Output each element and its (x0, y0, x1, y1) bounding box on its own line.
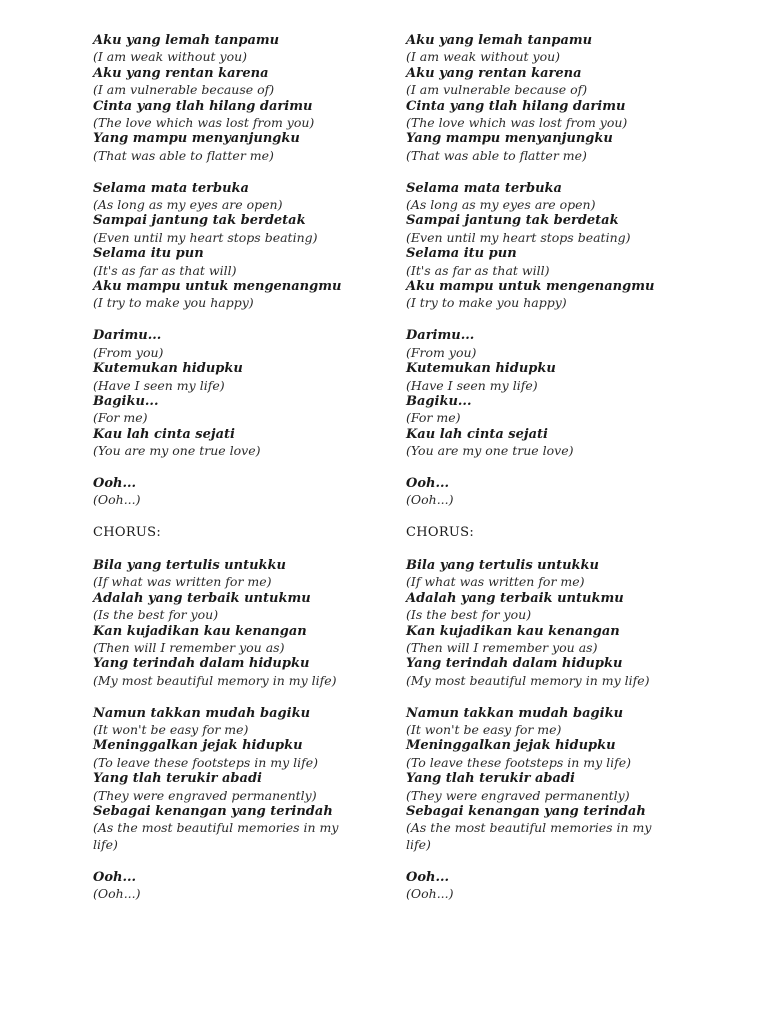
lyric-line-translation: (Ooh...) (93, 492, 141, 508)
lyric-line-original: Darimu... (406, 328, 475, 344)
lyric-line-translation: (I am weak without you) (406, 49, 561, 65)
lyrics-column-right (406, 33, 668, 902)
stanza (406, 525, 668, 541)
lyric-line-translation: (They were engraved permanently) (406, 787, 630, 803)
lyric-line-translation: (It's as far as that will) (93, 262, 237, 278)
stanza-gap (406, 689, 668, 705)
lyric-line-original: Ooh... (93, 869, 137, 885)
lyric-line-translation: (They were engraved permanently) (93, 787, 317, 803)
lyric-line-original: Selama mata terbuka (406, 180, 562, 196)
stanza-gap (93, 689, 355, 705)
lyric-line-translation: (Then will I remember you as) (406, 639, 598, 655)
lyric-line-original: Meninggalkan jejak hidupku (406, 738, 616, 754)
lyric-line-original: Adalah yang terbaik untukmu (93, 590, 311, 606)
lyric-line-translation: (Is the best for you) (93, 607, 219, 623)
lyric-line-original: Yang mampu menyanjungku (93, 131, 300, 147)
lyric-line-translation: (As long as my eyes are open) (406, 197, 596, 213)
lyric-line-original: Darimu... (93, 328, 162, 344)
lyric-line-translation: (If what was written for me) (93, 574, 272, 590)
stanza-gap (93, 509, 355, 525)
stanza (93, 33, 355, 164)
lyric-line-original: Selama itu pun (406, 246, 517, 262)
lyric-line-translation: (I am vulnerable because of) (93, 82, 275, 98)
section-heading: CHORUS: (93, 525, 162, 541)
lyric-line-translation: (Is the best for you) (406, 607, 532, 623)
stanza (93, 870, 355, 903)
stanza (93, 525, 355, 541)
lyric-line-original: Aku mampu untuk mengenangmu (406, 279, 655, 295)
stanza-gap (406, 312, 668, 328)
stanza (93, 181, 355, 312)
lyric-line-original: Aku yang lemah tanpamu (406, 33, 593, 48)
lyric-line-original: Adalah yang terbaik untukmu (406, 590, 624, 606)
lyric-line-original: Bagiku... (406, 393, 472, 409)
lyric-line-translation: (As the most beautiful memories in my life) (93, 820, 339, 852)
lyric-line-original: Bagiku... (93, 393, 159, 409)
lyric-line-original: Yang tlah terukir abadi (406, 771, 575, 787)
lyric-line-original: Aku yang rentan karena (93, 65, 269, 81)
lyric-line-original: Yang terindah dalam hidupku (93, 656, 310, 672)
lyric-line-translation: (The love which was lost from you) (93, 115, 315, 131)
lyric-line-original: Ooh... (406, 869, 450, 885)
lyric-line-translation: (Even until my heart stops beating) (406, 229, 631, 245)
lyric-line-original: Bila yang tertulis untukku (406, 557, 599, 573)
lyric-line-translation: (Have I seen my life) (406, 377, 538, 393)
lyrics-column-left (93, 33, 355, 902)
lyric-line-original: Kutemukan hidupku (93, 361, 243, 377)
lyric-line-translation: (As the most beautiful memories in my life) (406, 820, 652, 852)
stanza-gap (93, 853, 355, 869)
lyric-line-original: Ooh... (406, 475, 450, 491)
lyric-line-translation: (As long as my eyes are open) (93, 197, 283, 213)
lyric-line-translation: (Ooh...) (406, 886, 454, 902)
stanza-gap (93, 312, 355, 328)
lyric-line-translation: (For me) (93, 410, 148, 426)
stanza (93, 558, 355, 689)
lyric-line-translation: (Ooh...) (93, 886, 141, 902)
lyric-line-translation: (You are my one true love) (406, 443, 574, 459)
lyric-line-original: Sebagai kenangan yang terindah (406, 804, 646, 819)
lyric-line-original: Yang tlah terukir abadi (93, 771, 262, 787)
lyric-line-translation: (If what was written for me) (406, 574, 585, 590)
lyric-line-original: Kutemukan hidupku (406, 361, 556, 377)
section-heading: CHORUS: (406, 525, 475, 541)
lyric-line-original: Kan kujadikan kau kenangan (93, 623, 307, 639)
lyric-line-original: Bila yang tertulis untukku (93, 557, 286, 573)
lyric-line-original: Sampai jantung tak berdetak (93, 213, 306, 229)
stanza (93, 706, 355, 854)
lyric-line-original: Cinta yang tlah hilang darimu (93, 98, 313, 114)
lyric-line-translation: (The love which was lost from you) (406, 115, 628, 131)
stanza (93, 328, 355, 459)
lyric-line-original: Aku yang lemah tanpamu (93, 33, 280, 48)
stanza-gap (93, 460, 355, 476)
stanza-gap (406, 542, 668, 558)
lyric-line-original: Namun takkan mudah bagiku (93, 705, 311, 721)
stanza (406, 706, 668, 854)
lyric-line-translation: (Have I seen my life) (93, 377, 225, 393)
lyric-line-original: Kau lah cinta sejati (93, 426, 235, 442)
lyric-line-original: Sebagai kenangan yang terindah (93, 804, 333, 819)
stanza (406, 181, 668, 312)
stanza-gap (406, 460, 668, 476)
lyric-line-translation: (You are my one true love) (93, 443, 261, 459)
lyric-line-translation: (It's as far as that will) (406, 262, 550, 278)
lyric-line-translation: (Then will I remember you as) (93, 639, 285, 655)
lyric-line-translation: (From you) (93, 344, 164, 360)
lyric-line-translation: (From you) (406, 344, 477, 360)
lyric-line-original: Kan kujadikan kau kenangan (406, 623, 620, 639)
lyric-line-translation: (Ooh...) (406, 492, 454, 508)
stanza-gap (406, 164, 668, 180)
lyric-line-translation: (It won't be easy for me) (93, 721, 249, 737)
stanza-gap (406, 853, 668, 869)
lyric-line-translation: (My most beautiful memory in my life) (93, 672, 337, 688)
lyric-line-translation: (It won't be easy for me) (406, 721, 562, 737)
lyric-line-original: Aku yang rentan karena (406, 65, 582, 81)
stanza (406, 558, 668, 689)
stanza (406, 870, 668, 903)
stanza-gap (93, 542, 355, 558)
lyric-line-original: Selama itu pun (93, 246, 204, 262)
lyric-line-translation: (That was able to flatter me) (406, 147, 587, 163)
stanza-gap (93, 164, 355, 180)
lyric-line-translation: (To leave these footsteps in my life) (406, 754, 632, 770)
lyric-line-translation: (My most beautiful memory in my life) (406, 672, 650, 688)
stanza (93, 476, 355, 509)
lyric-line-translation: (I am vulnerable because of) (406, 82, 588, 98)
lyric-line-original: Namun takkan mudah bagiku (406, 705, 624, 721)
lyric-line-original: Ooh... (93, 475, 137, 491)
lyric-line-translation: (Even until my heart stops beating) (93, 229, 318, 245)
lyric-line-translation: (I try to make you happy) (93, 295, 254, 311)
lyric-line-original: Sampai jantung tak berdetak (406, 213, 619, 229)
stanza-gap (406, 509, 668, 525)
lyric-line-original: Selama mata terbuka (93, 180, 249, 196)
lyric-line-original: Meninggalkan jejak hidupku (93, 738, 303, 754)
lyric-line-translation: (That was able to flatter me) (93, 147, 274, 163)
lyric-line-translation: (For me) (406, 410, 461, 426)
lyric-line-translation: (To leave these footsteps in my life) (93, 754, 319, 770)
lyric-line-translation: (I try to make you happy) (406, 295, 567, 311)
stanza (406, 328, 668, 459)
lyric-line-original: Aku mampu untuk mengenangmu (93, 279, 342, 295)
stanza (406, 33, 668, 164)
lyric-line-original: Cinta yang tlah hilang darimu (406, 98, 626, 114)
lyric-line-original: Yang terindah dalam hidupku (406, 656, 623, 672)
lyric-line-original: Yang mampu menyanjungku (406, 131, 613, 147)
lyric-line-translation: (I am weak without you) (93, 49, 248, 65)
lyric-line-original: Kau lah cinta sejati (406, 426, 548, 442)
stanza (406, 476, 668, 509)
